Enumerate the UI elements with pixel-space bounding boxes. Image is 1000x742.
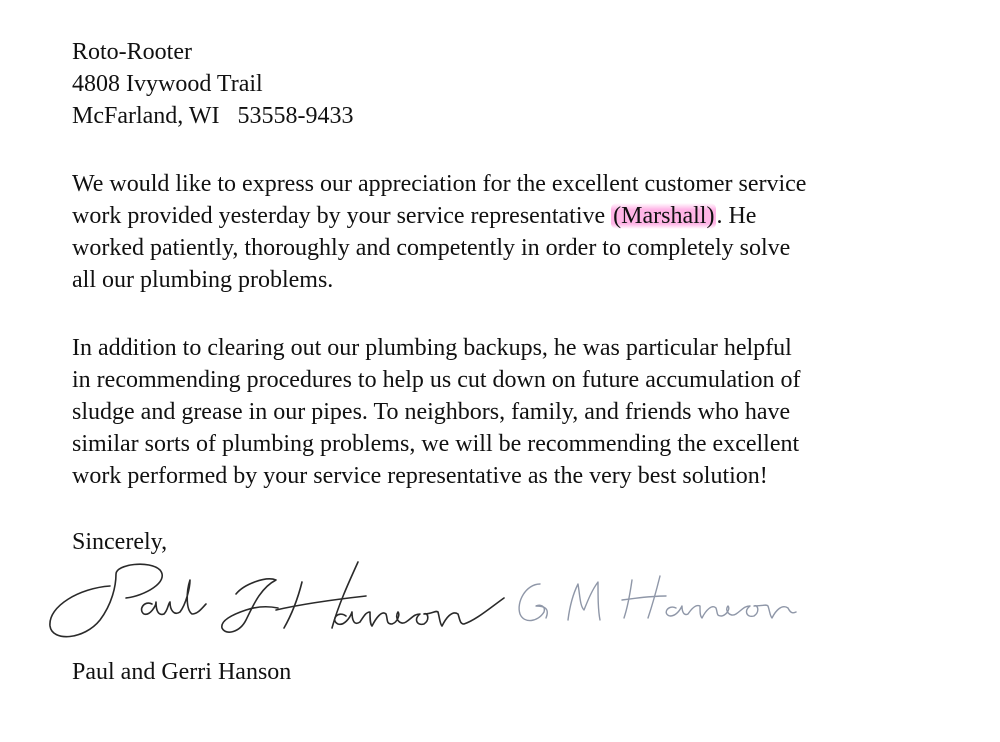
paragraph-line: worked patiently, thoroughly and competently in order to completely solve xyxy=(72,235,791,261)
handwritten-signature xyxy=(40,548,800,648)
signatory-names: Paul and Gerri Hanson xyxy=(72,659,292,685)
recipient-address xyxy=(72,36,354,132)
paragraph-text: work provided yesterday by your service representative xyxy=(72,203,612,229)
recipient-city-line: McFarland, WI 53558-9433 xyxy=(72,103,354,129)
paragraph-text: . He xyxy=(716,203,757,229)
paragraph-line: in recommending procedures to help us cut down on future accumulation of xyxy=(72,367,801,393)
paragraph-line: similar sorts of plumbing problems, we will be recommending the excellent xyxy=(72,431,800,457)
paragraph-line: work performed by your service representative as the very best solution! xyxy=(72,463,768,489)
paragraph-line: all our plumbing problems. xyxy=(72,267,334,293)
paragraph-appreciation xyxy=(72,168,972,296)
paragraph-line: In addition to clearing out our plumbing backups, he was particular helpful xyxy=(72,335,792,361)
paragraph-recommendation xyxy=(72,332,972,492)
recipient-street: 4808 Ivywood Trail xyxy=(72,71,263,97)
paragraph-line xyxy=(72,200,972,232)
highlighted-name: (Marshall) xyxy=(613,203,715,229)
paragraph-line: We would like to express our appreciation for the excellent customer service xyxy=(72,171,807,197)
paragraph-line: sludge and grease in our pipes. To neighbors, family, and friends who have xyxy=(72,399,791,425)
closing-salutation: Sincerely, xyxy=(72,529,168,555)
recipient-name: Roto-Rooter xyxy=(72,39,192,65)
